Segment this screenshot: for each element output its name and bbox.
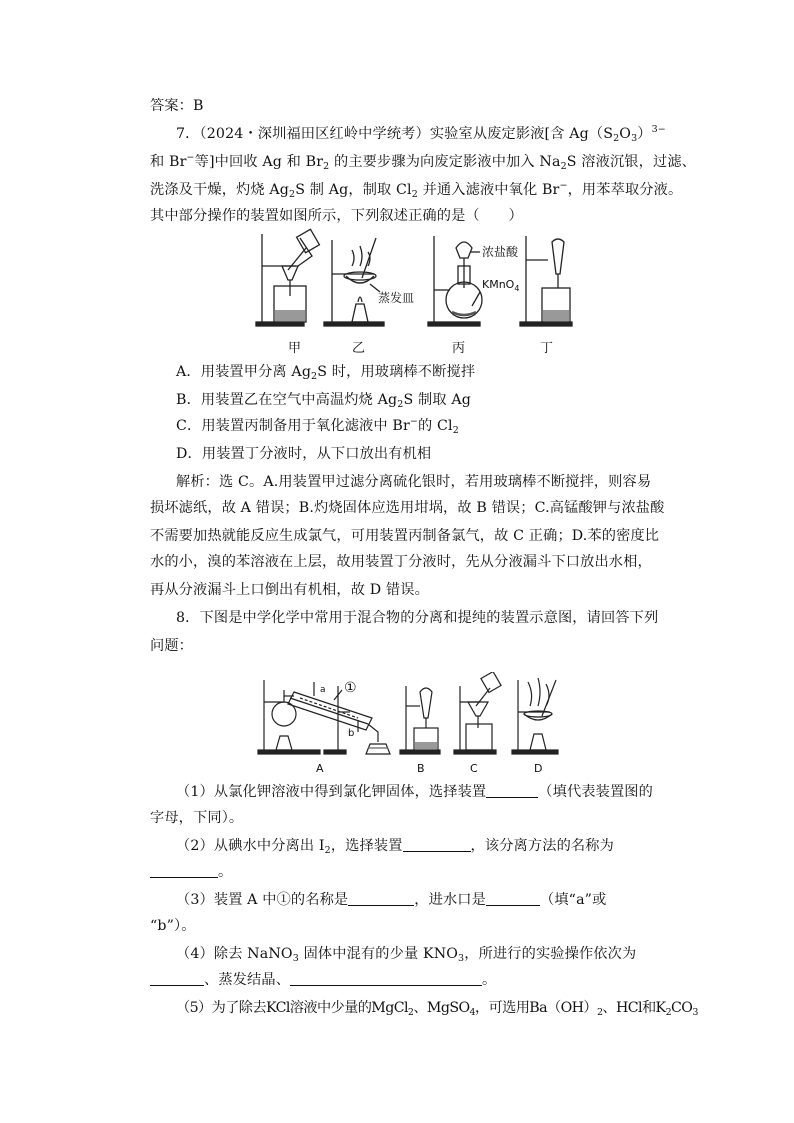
- apparatus-C: [454, 672, 501, 754]
- q7-explanation-1: 解析：选 C。A.用装置甲过滤分离硫化银时，若用玻璃棒不断搅拌，则容易: [176, 474, 652, 490]
- q7-explanation-2: 损坏滤纸，故 A 错误；B.灼烧固体应选用坩埚，故 B 错误；C.高锰酸钾与浓盐酸: [150, 500, 665, 516]
- q8-sub5-line-1: （5）为了除去KCl溶液中少量的MgCl$_2$、MgSO$_4$，可选用$Ba(OH)_2$、HCl和$K_2CO_3$: [176, 1000, 698, 1018]
- q7-option-b: B．用装置乙在空气中高温灼烧 $Ag_2S$ 制取 Ag: [176, 392, 471, 410]
- q8-sub1-line-1: （1）从氯化钾溶液中得到氯化钾固体，选择装置 （填代表装置图的: [176, 784, 653, 800]
- apparatus-B: [400, 686, 440, 754]
- evaporating-dish-label: 蒸发皿: [378, 291, 415, 305]
- q8-apparatus-figure: [254, 672, 574, 778]
- q7-line-4: 其中部分操作的装置如图所示，下列叙述正确的是（ ）: [150, 208, 523, 224]
- q8-sub1-line-2: 字母，下同）。: [150, 810, 244, 826]
- conc-hcl-label: 浓盐酸: [482, 245, 519, 259]
- q7-explanation-5: 再从分液漏斗上口倒出有机相，故 D 错误。: [150, 582, 429, 598]
- q8-sub4-line-2: 、蒸发结晶、 。: [150, 970, 650, 990]
- apparatus-D: [512, 678, 558, 754]
- answer-blank[interactable]: [486, 891, 540, 906]
- q8-sub4-line-1: （4）除去 NaNO$_3$ 固体中混有的少量 $KNO_3$，所进行的实验操作依次为: [176, 946, 637, 964]
- apparatus-bing: [428, 236, 519, 326]
- q7-option-d: D．用装置丁分液时，从下口放出有机相: [176, 446, 432, 462]
- label-A: A: [316, 762, 324, 775]
- apparatus-ding: [520, 236, 572, 326]
- label-ding: 丁: [540, 341, 554, 356]
- q8-sub3-line-2: “b”）。: [150, 918, 196, 934]
- label-B: B: [417, 762, 425, 775]
- answer-blank[interactable]: [150, 863, 218, 878]
- q8-sub3-line-1: （3）装置 A 中①的名称是 ，进水口是 （填“a”或: [176, 892, 607, 908]
- q7-option-a: A．用装置甲分离 $Ag_2S$ 时，用玻璃棒不断搅拌: [176, 364, 476, 382]
- apparatus-A: [258, 680, 390, 754]
- q8-line-1: 8．下图是中学化学中常用于混合物的分离和提纯的装置示意图，请回答下列: [176, 610, 659, 626]
- q8-sub2-line-1: （2）从碘水中分离出 $I_2$，选择装置 ，该分离方法的名称为: [176, 838, 614, 856]
- label-bing: 丙: [452, 341, 466, 356]
- answer-blank[interactable]: [403, 837, 471, 852]
- answer-blank[interactable]: [348, 891, 414, 906]
- q7-explanation-4: 水的小，溴的苯溶液在上层，故用装置丁分液时，先从分液漏斗下口放出水相，: [150, 554, 652, 570]
- label-C: C: [470, 762, 478, 775]
- label-D: D: [534, 762, 543, 775]
- inlet-b-label: b: [348, 728, 355, 739]
- q7-apparatus-figure: [248, 226, 578, 360]
- answer-blank[interactable]: [150, 971, 204, 986]
- apparatus-yi: [324, 238, 414, 326]
- apparatus-jia: [256, 229, 319, 326]
- kmno4-label: KMnO$_4$: [482, 278, 520, 293]
- answer-blank[interactable]: [486, 783, 538, 798]
- label-yi: 乙: [352, 341, 366, 356]
- q7-line-1: 7．（2024・深圳福田区红岭中学统考）实验室从废定影液[含 $Ag(S_2O_3)^{3-}$: [176, 124, 666, 144]
- label-jia: 甲: [288, 341, 302, 356]
- q7-explanation-3: 不需要加热就能反应生成氯气，可用装置丙制备氯气，故 C 正确；D.苯的密度比: [150, 528, 660, 544]
- condenser-mark: ①: [344, 680, 357, 696]
- q7-line-3: 洗涤及干燥，灼烧 $Ag_2S$ 制 Ag，制取 $Cl_2$ 并通入滤液中氧化 Br−，用苯萃取分液。: [150, 180, 683, 200]
- answer-blank[interactable]: [290, 971, 482, 986]
- inlet-a-label: a: [320, 685, 326, 695]
- q8-sub2-line-2: 。: [150, 862, 650, 882]
- answer-line: 答案：B: [150, 98, 204, 114]
- q7-line-2: 和 Br−等]中回收 Ag 和 $Br_2$ 的主要步骤为向废定影液中加入 $Na_2S$ 溶液沉银，过滤、: [150, 152, 696, 172]
- q8-line-2: 问题：: [150, 638, 194, 654]
- q7-option-c: C．用装置丙制备用于氧化滤液中 Br−的 $Cl_2$: [176, 416, 459, 436]
